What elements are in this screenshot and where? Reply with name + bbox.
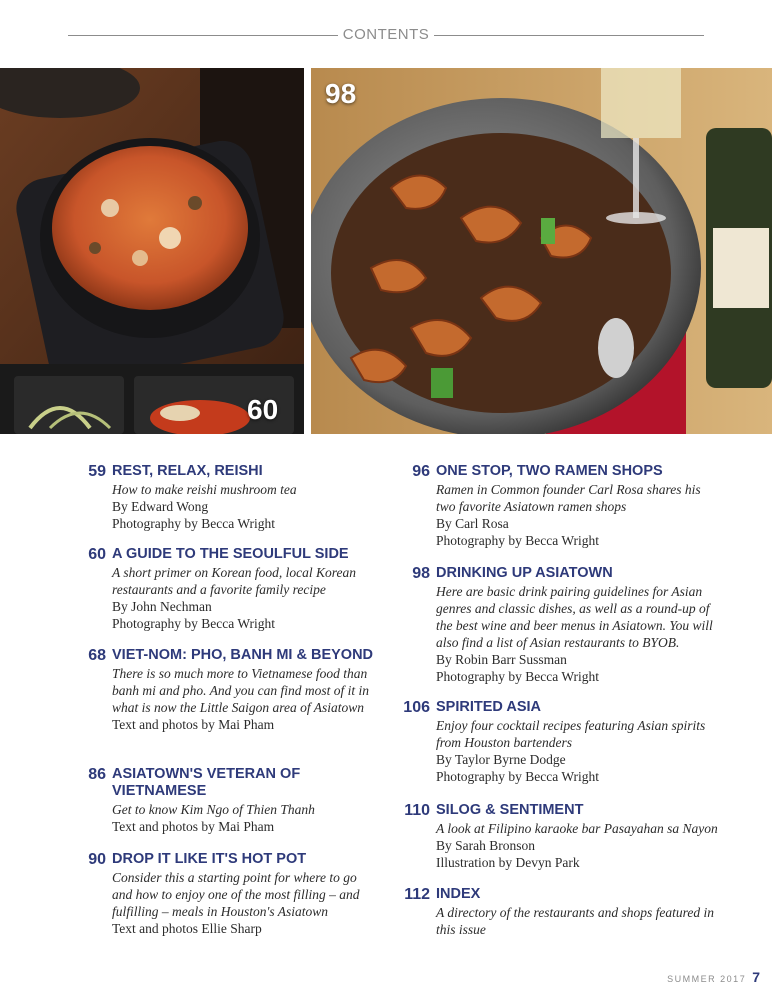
toc-entry-106[interactable]: [403, 699, 716, 785]
entry-description: Get to know Kim Ngo of Thien Thanh: [112, 802, 315, 817]
korean-stew-photo: [0, 68, 304, 434]
entry-page-number: 98: [412, 565, 430, 582]
entry-page-number: 106: [403, 699, 430, 716]
entry-page-number: 90: [88, 851, 106, 868]
page-number: 7: [752, 969, 760, 985]
entry-credit: By Robin Barr Sussman: [436, 652, 567, 667]
entry-description: Here are basic drink pairing guidelines for Asian genres and classic dishes, as well as a round-up of the best wine and beer menus in Asiatown. You will also find a list of Asian restaurants to BYOB.: [436, 584, 713, 650]
entry-description: A look at Filipino karaoke bar Pasayahan sa Nayon: [436, 821, 718, 836]
entry-credit: Photography by Becca Wright: [436, 769, 600, 784]
entry-title: ONE STOP, TWO RAMEN SHOPS: [436, 463, 663, 479]
entry-page-number: 96: [412, 463, 430, 480]
toc-entry-110[interactable]: [404, 802, 726, 871]
toc-entry-98[interactable]: [412, 565, 716, 685]
korean-stew-illustration: [0, 68, 304, 434]
entry-credit: By John Nechman: [112, 599, 212, 614]
entry-description: Ramen in Common founder Carl Rosa shares his two favorite Asiatown ramen shops: [436, 482, 701, 514]
entry-page-number: 86: [88, 766, 106, 783]
entry-description: A directory of the restaurants and shops featured in this issue: [436, 905, 714, 937]
shrimp-wok-photo: [311, 68, 772, 434]
entry-credit: Illustration by Devyn Park: [436, 855, 580, 870]
entry-page-number: 68: [88, 647, 106, 664]
entry-title: INDEX: [436, 886, 481, 902]
entry-credit: Photography by Becca Wright: [436, 669, 600, 684]
entry-title: ASIATOWN'S VETERAN OF VIETNAMESE: [112, 766, 301, 799]
page-footer: [667, 969, 760, 985]
entry-credit: Photography by Becca Wright: [112, 516, 276, 531]
toc-entry-86[interactable]: [88, 766, 342, 835]
entry-credit: Photography by Becca Wright: [112, 616, 276, 631]
entry-page-number: 60: [88, 546, 106, 563]
entry-title: SILOG & SENTIMENT: [436, 802, 584, 818]
entry-credit: Text and photos by Mai Pham: [112, 819, 275, 834]
photo-page-number-98: 98: [325, 78, 357, 109]
entry-title: DROP IT LIKE IT'S HOT POT: [112, 851, 307, 867]
toc-entry-68[interactable]: [88, 647, 374, 733]
entry-credit: Text and photos Ellie Sharp: [112, 921, 262, 936]
header-rule-right: [434, 35, 704, 36]
issue-season: SUMMER 2017: [667, 974, 747, 984]
toc-entry-90[interactable]: [88, 851, 380, 937]
entry-title: A GUIDE TO THE SEOULFUL SIDE: [112, 546, 349, 562]
entry-credit: Text and photos by Mai Pham: [112, 717, 275, 732]
entry-credit: Photography by Becca Wright: [436, 533, 600, 548]
entry-credit: By Sarah Bronson: [436, 838, 535, 853]
entry-credit: By Edward Wong: [112, 499, 209, 514]
entry-page-number: 59: [88, 463, 106, 480]
entry-credit: By Taylor Byrne Dodge: [436, 752, 566, 767]
entry-description: There is so much more to Vietnamese food than banh mi and pho. And you can find most of it in what is now the Little Saigon area of Asiatown: [112, 666, 369, 715]
entry-description: How to make reishi mushroom tea: [112, 482, 297, 497]
entry-title: REST, RELAX, REISHI: [112, 463, 263, 479]
contents-header: [68, 24, 704, 48]
entry-description: Enjoy four cocktail recipes featuring Asian spirits from Houston bartenders: [436, 718, 706, 750]
entry-title: SPIRITED ASIA: [436, 699, 542, 715]
entry-title: VIET-NOM: PHO, BANH MI & BEYOND: [112, 647, 374, 663]
entry-title: DRINKING UP ASIATOWN: [436, 565, 613, 581]
toc-entry-60[interactable]: [88, 546, 412, 632]
photo-page-number-60: 60: [247, 394, 279, 425]
toc-entry-96[interactable]: [412, 463, 716, 549]
toc-entry-112[interactable]: [404, 886, 716, 938]
entry-description: A short primer on Korean food, local Korean restaurants and a favorite family recipe: [112, 565, 357, 597]
entry-credit: By Carl Rosa: [436, 516, 509, 531]
shrimp-wok-illustration: [311, 68, 772, 434]
page-title: CONTENTS: [342, 26, 430, 43]
entry-page-number: 110: [404, 802, 430, 819]
toc-entry-59[interactable]: [88, 463, 412, 532]
entry-page-number: 112: [404, 886, 430, 903]
entry-description: Consider this a starting point for where to go and how to enjoy one of the most filling – and fulfilling – meals in Houston's Asiatown: [112, 870, 360, 919]
